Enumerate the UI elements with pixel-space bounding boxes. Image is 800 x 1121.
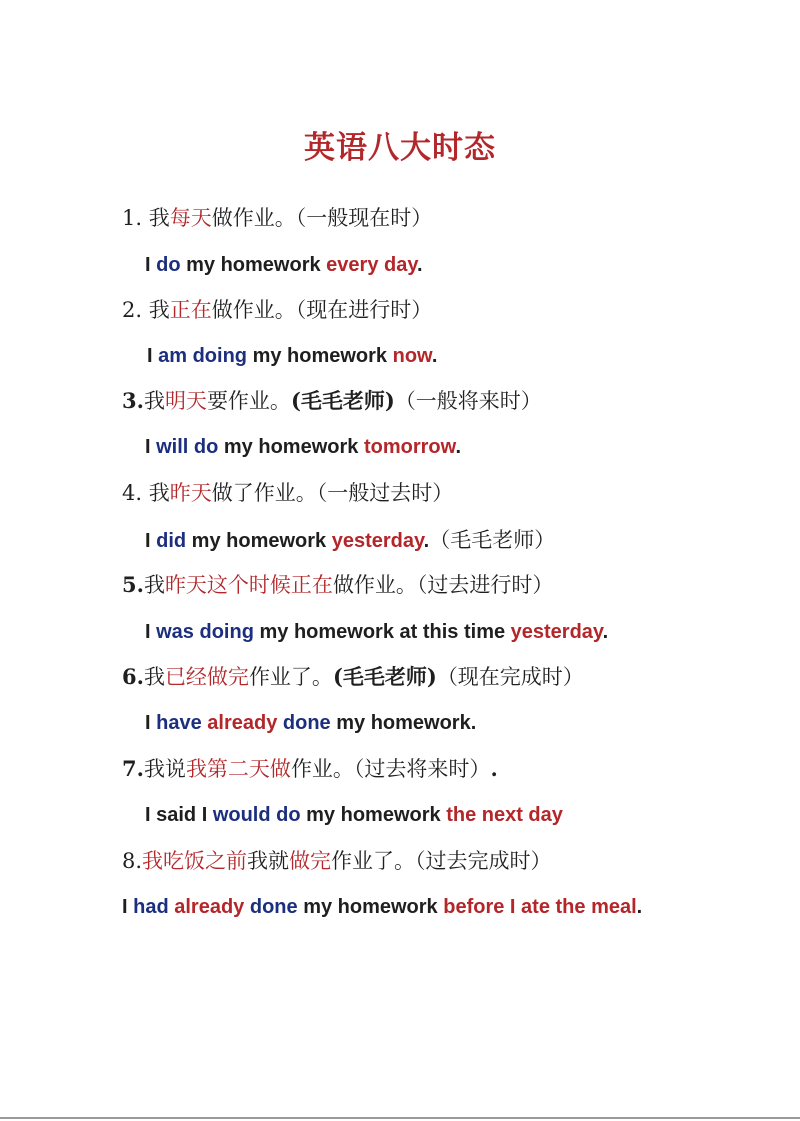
chinese-segment: 2. 我: [122, 298, 170, 322]
english-sentence-6: [145, 708, 476, 738]
chinese-segment: 作业了。: [248, 665, 333, 689]
page-title: 英语八大时态: [304, 130, 496, 166]
english-segment: I: [145, 254, 157, 276]
english-segment: already: [168, 896, 250, 918]
chinese-segment: .: [490, 756, 498, 781]
chinese-segment: 6.: [122, 664, 144, 689]
english-segment: I: [145, 621, 157, 643]
chinese-segment: 1. 我: [122, 206, 170, 230]
chinese-segment: 我第二天做: [185, 757, 291, 781]
english-segment: my homework.: [330, 712, 477, 734]
english-segment: I said I: [145, 804, 213, 826]
english-segment: had: [133, 896, 169, 918]
english-segment: my homework: [218, 436, 364, 458]
english-segment: my homework: [186, 530, 332, 552]
english-sentence-3: [145, 432, 461, 462]
english-segment: my homework: [180, 254, 327, 276]
chinese-sentence-6: [122, 662, 584, 692]
chinese-segment: 我: [143, 665, 165, 689]
chinese-segment: 作业。（过去将来时）: [290, 757, 491, 781]
bottom-divider: [0, 1117, 800, 1119]
english-segment: yesterday: [331, 530, 424, 552]
chinese-segment: (毛毛老师): [332, 664, 437, 689]
chinese-segment: （现在完成时）: [436, 665, 584, 689]
english-segment: I: [145, 530, 157, 552]
english-segment: now: [392, 345, 432, 367]
chinese-segment: 昨天: [169, 481, 212, 505]
english-sentence-7: [145, 800, 563, 830]
english-segment: .: [423, 530, 430, 552]
english-segment: every day: [326, 254, 417, 276]
chinese-segment: （一般将来时）: [394, 389, 542, 413]
english-sentence-5: [145, 617, 608, 647]
chinese-segment: 我: [143, 573, 165, 597]
english-segment: the next day: [446, 804, 563, 826]
chinese-segment: 昨天这个时候正在: [164, 573, 333, 597]
chinese-segment: 做了作业。（一般过去时）: [211, 481, 454, 505]
chinese-sentence-1: [122, 203, 432, 233]
english-segment: am doing: [158, 345, 248, 367]
chinese-sentence-3: [122, 386, 542, 416]
english-segment: before I ate the meal: [443, 896, 637, 918]
chinese-segment: 要作业。: [206, 389, 291, 413]
english-segment: .: [602, 621, 609, 643]
chinese-segment: 正在: [169, 298, 212, 322]
english-segment: .: [636, 896, 643, 918]
chinese-segment: 8.: [122, 849, 143, 873]
english-segment: my homework: [247, 345, 393, 367]
english-segment: do: [156, 254, 181, 276]
english-segment: I: [147, 345, 159, 367]
english-segment: done: [249, 896, 298, 918]
english-segment: .: [431, 345, 438, 367]
chinese-segment: 3.: [122, 388, 144, 413]
english-segment: I: [145, 712, 157, 734]
english-sentence-2: [147, 341, 437, 371]
english-sentence-8: [122, 892, 642, 922]
chinese-sentence-5: [122, 570, 553, 600]
chinese-sentence-4: [122, 478, 453, 508]
chinese-segment: 明天: [164, 389, 207, 413]
english-segment: .: [455, 436, 461, 458]
chinese-sentence-2: [122, 295, 432, 325]
chinese-segment: 作业了。（过去完成时）: [331, 849, 552, 873]
english-segment: have: [156, 712, 202, 734]
english-segment: my homework: [297, 896, 444, 918]
english-segment: yesterday: [510, 621, 603, 643]
chinese-segment: 4. 我: [122, 481, 170, 505]
english-segment: already: [201, 712, 283, 734]
chinese-segment: 我就: [247, 849, 290, 873]
english-segment: tomorrow: [363, 436, 456, 458]
chinese-segment: 做作业。（过去进行时）: [332, 573, 554, 597]
chinese-segment: (毛毛老师): [290, 388, 395, 413]
chinese-segment: 我说: [143, 757, 186, 781]
english-segment: done: [282, 712, 331, 734]
english-segment: I: [145, 436, 157, 458]
chinese-segment: 我吃饭之前: [142, 849, 248, 873]
english-segment: （毛毛老师）: [429, 528, 556, 552]
english-segment: I: [122, 896, 134, 918]
chinese-segment: 5.: [122, 572, 144, 597]
chinese-segment: 已经做完: [164, 665, 249, 689]
english-segment: was doing: [156, 621, 254, 643]
chinese-segment: 做作业。（现在进行时）: [211, 298, 433, 322]
chinese-segment: 每天: [169, 206, 212, 230]
english-segment: would do: [212, 804, 301, 826]
chinese-segment: 做完: [289, 849, 332, 873]
english-sentence-4: [145, 525, 555, 556]
english-sentence-1: [145, 250, 423, 280]
chinese-segment: 7.: [122, 756, 144, 781]
english-segment: my homework: [300, 804, 447, 826]
english-segment: my homework at this time: [253, 621, 511, 643]
english-segment: did: [156, 530, 187, 552]
english-segment: will do: [156, 436, 219, 458]
chinese-sentence-7: [122, 754, 498, 784]
chinese-segment: 做作业。（一般现在时）: [211, 206, 433, 230]
chinese-sentence-8: [122, 846, 552, 876]
english-segment: .: [416, 254, 423, 276]
chinese-segment: 我: [143, 389, 165, 413]
